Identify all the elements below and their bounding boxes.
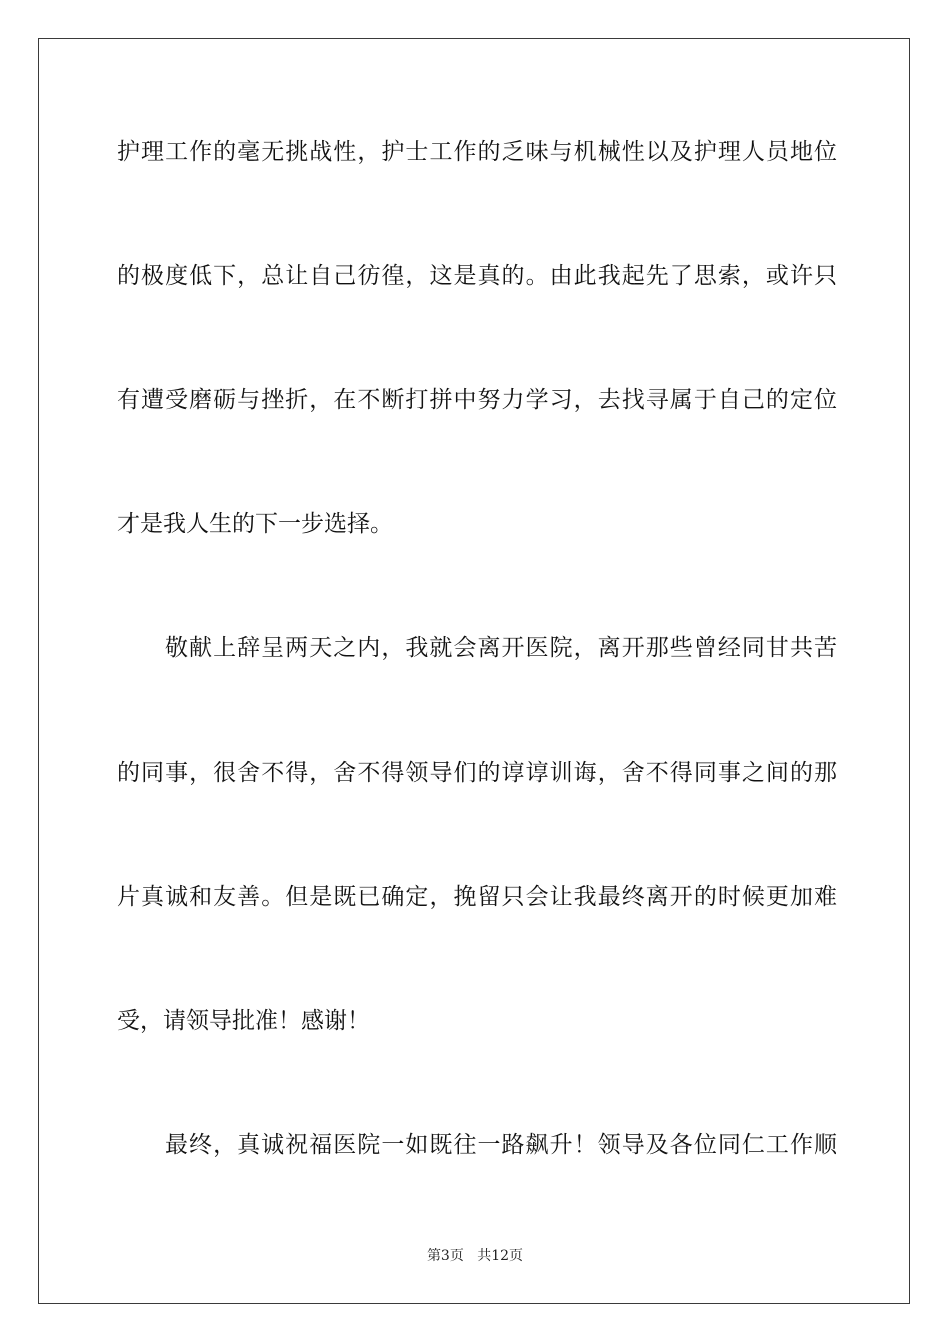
text-line: 护理工作的毫无挑战性，护士工作的乏味与机械性以及护理人员地位 — [117, 139, 837, 165]
text-line: 才是我人生的下一步选择。 — [117, 511, 393, 537]
text-line: 片真诚和友善。但是既已确定，挽留只会让我最终离开的时候更加难 — [117, 884, 837, 910]
text-line: 受，请领导批准！感谢！ — [117, 1008, 370, 1034]
page-border — [38, 38, 910, 1304]
text-line: 的极度低下，总让自己彷徨，这是真的。由此我起先了思索，或许只 — [117, 263, 837, 289]
page-total: 共12页 — [477, 1248, 524, 1264]
text-line: 有遭受磨砺与挫折，在不断打拼中努力学习，去找寻属于自己的定位 — [117, 387, 837, 413]
page-number: 第3页 — [426, 1248, 464, 1264]
page-footer — [0, 1247, 950, 1265]
text-line: 敬献上辞呈两天之内，我就会离开医院，离开那些曾经同甘共苦 — [165, 635, 837, 661]
text-line: 的同事，很舍不得，舍不得领导们的谆谆训诲，舍不得同事之间的那 — [117, 760, 837, 786]
text-line: 最终，真诚祝福医院一如既往一路飙升！领导及各位同仁工作顺 — [165, 1132, 837, 1158]
